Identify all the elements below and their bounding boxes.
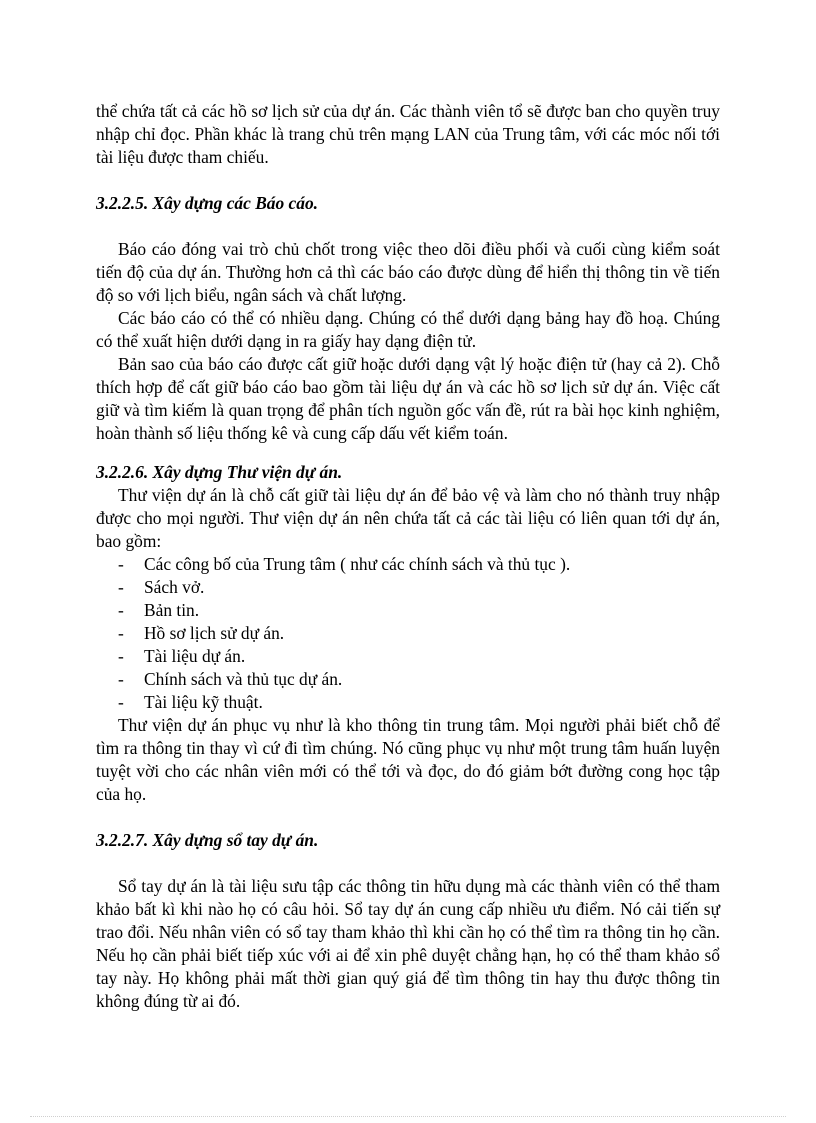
- list-item: - Tài liệu kỹ thuật.: [118, 692, 263, 712]
- page-bottom-divider: [30, 1116, 786, 1117]
- document-page: [96, 100, 720, 1013]
- list-marker: -: [118, 600, 124, 620]
- list-item: - Bản tin.: [118, 600, 200, 620]
- list-item: - Hồ sơ lịch sử dự án.: [118, 623, 285, 643]
- library-outro-paragraph: Thư viện dự án phục vụ như là kho thông tin trung tâm. Mọi người phải biết chỗ để tìm ra thông tin thay vì cứ đi tìm chúng. Nó cũng phục vụ như một trung tâm huấn luyện tuyệt vời cho các nhân viên mới có thể tới và đọc, do đó giảm bớt đường cong học tập của họ.: [96, 715, 720, 804]
- reports-paragraph-1: Báo cáo đóng vai trò chủ chốt trong việc theo dõi điều phối và cuối cùng kiểm soát tiến độ của dự án. Thường hơn cả thì các báo cáo được dùng để hiển thị thông tin về tiến độ so với lịch biểu, ngân sách và chất lượng.: [96, 239, 720, 305]
- reports-paragraph-2: Các báo cáo có thể có nhiều dạng. Chúng có thể dưới dạng bảng hay đồ hoạ. Chúng có thể xuất hiện dưới dạng in ra giấy hay dạng điện tử.: [96, 308, 720, 351]
- section-heading-3-2-2-7: 3.2.2.7. Xây dựng sổ tay dự án.: [96, 830, 319, 850]
- list-marker: -: [118, 646, 124, 666]
- list-marker: -: [118, 554, 124, 574]
- section-heading-3-2-2-5: 3.2.2.5. Xây dựng các Báo cáo.: [96, 193, 318, 213]
- intro-paragraph: thể chứa tất cả các hồ sơ lịch sử của dự án. Các thành viên tổ sẽ được ban cho quyền truy nhập chỉ đọc. Phần khác là trang chủ trên mạng LAN của Trung tâm, với các móc nối tới tài liệu được tham chiếu.: [96, 101, 720, 167]
- section-heading-3-2-2-6: 3.2.2.6. Xây dựng Thư viện dự án.: [96, 462, 343, 482]
- list-item: - Chính sách và thủ tục dự án.: [118, 669, 343, 689]
- list-item: - Tài liệu dự án.: [118, 646, 246, 666]
- list-marker: -: [118, 577, 124, 597]
- library-intro-paragraph: Thư viện dự án là chỗ cất giữ tài liệu dự án để bảo vệ và làm cho nó thành truy nhập được cho mọi người. Thư viện dự án nên chứa tất cả các tài liệu có liên quan tới dự án, bao gồm:: [96, 485, 720, 551]
- list-item: - Sách vở.: [118, 577, 205, 597]
- list-marker: -: [118, 692, 124, 712]
- handbook-paragraph: Sổ tay dự án là tài liệu sưu tập các thông tin hữu dụng mà các thành viên có thể tham khảo bất kì khi nào họ có câu hỏi. Sổ tay dự án cung cấp nhiều ưu điểm. Nó cải tiến sự trao đổi. Nếu nhân viên có sổ tay tham khảo thì khi cần họ có thể tìm ra thông tin họ cần. Nếu họ cần phải biết tiếp xúc với ai để xin phê duyệt chẳng hạn, họ có thể tham khảo sổ tay này. Họ không phải mất thời gian quý giá để tìm thông tin hay thu được thông tin không đúng từ ai đó.: [96, 876, 720, 1011]
- reports-paragraph-3: Bản sao của báo cáo được cất giữ hoặc dưới dạng vật lý hoặc điện tử (hay cả 2). Chỗ thích hợp để cất giữ báo cáo bao gồm tài liệu dự án và các hồ sơ lịch sử dự án. Việc cất giữ và tìm kiếm là quan trọng để phân tích nguồn gốc vấn đề, rút ra bài học kinh nghiệm, hoàn thành số liệu thống kê và cung cấp dấu vết kiểm toán.: [96, 354, 720, 443]
- list-marker: -: [118, 623, 124, 643]
- list-marker: -: [118, 669, 124, 689]
- list-item: - Các công bố của Trung tâm ( như các chính sách và thủ tục ).: [118, 554, 571, 574]
- library-contents-list: [96, 553, 720, 714]
